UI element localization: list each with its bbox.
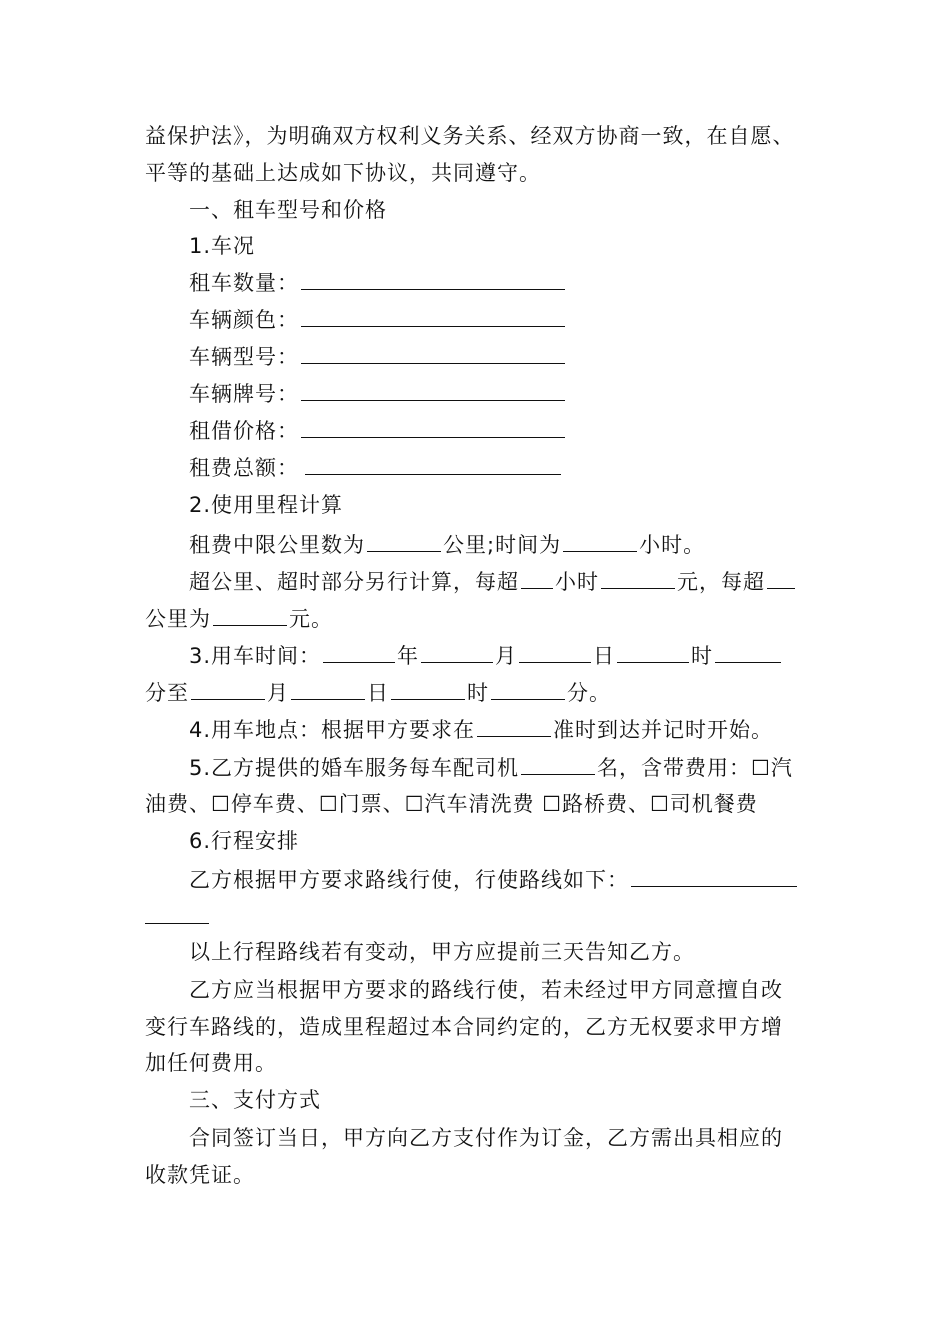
blank-line [301,304,565,327]
blank-line [305,452,561,475]
blank-line [563,529,637,552]
payment-line-1: 合同签订当日，甲方向乙方支付作为订金，乙方需出具相应的 [189,1126,783,1150]
blank-line [391,677,465,700]
mileage-line [189,529,705,559]
section-3-heading: 三、支付方式 [189,1088,321,1112]
blank-line [301,267,565,290]
field-rental-price [189,415,567,445]
usage-place-text-b: 准时到达并记时开始。 [553,718,774,742]
subsection-1-heading: 1.车况 [189,234,256,258]
duty-line-3: 加任何费用。 [145,1051,277,1075]
blank-line [421,640,493,663]
blank-line [213,603,287,626]
blank-line [601,566,675,589]
field-label: 车辆牌号： [189,382,299,406]
usage-time-label: 3.用车时间： [189,644,322,668]
overage-text-e: 元。 [289,607,333,631]
overage-text-d: 公里为 [145,607,211,631]
duty-line-1: 乙方应当根据甲方要求的路线行使，若未经过甲方同意擅自改 [189,978,783,1002]
blank-line [631,864,797,887]
route-continuation [145,901,209,931]
blank-line [477,714,551,737]
subsection-6-heading: 6.行程安排 [189,829,300,853]
blank-line [617,640,689,663]
usage-place-text-a: 4.用车地点：根据甲方要求在 [189,718,476,742]
field-plate-number [189,378,567,408]
intro-line-1: 益保护法》，为明确双方权利义务关系、经双方协商一致，在自愿、 [145,124,795,148]
hour-unit: 时 [467,681,489,705]
field-label: 车辆颜色： [189,308,299,332]
mileage-text-c: 小时。 [639,533,706,557]
field-vehicle-color [189,304,567,334]
blank-line [301,341,565,364]
driver-text-a: 5.乙方提供的婚车服务每车配司机 [189,756,520,780]
blank-line [715,640,781,663]
duty-line-2: 变行车路线的，造成里程超过本合同约定的，乙方无权要求甲方增 [145,1015,783,1039]
subsection-2-heading: 2.使用里程计算 [189,493,344,517]
field-label: 租车数量： [189,271,299,295]
blank-line [519,640,591,663]
month-unit: 月 [267,681,289,705]
section-1-heading: 一、租车型号和价格 [189,198,387,222]
minute-end-unit: 分。 [567,681,611,705]
field-vehicle-model [189,341,567,371]
year-unit: 年 [397,644,420,668]
driver-line-1 [189,752,793,782]
blank-line [521,752,595,775]
hour-unit: 时 [691,644,714,668]
blank-line [521,566,553,589]
blank-line [191,677,265,700]
blank-line [301,415,565,438]
field-label: 租费总额： [189,456,299,480]
blank-line [291,677,365,700]
blank-line [323,640,395,663]
field-label: 租借价格： [189,419,299,443]
mileage-text-b: 公里;时间为 [443,533,562,557]
usage-place-line [189,714,773,744]
day-unit: 日 [367,681,389,705]
route-change-line: 以上行程路线若有变动，甲方应提前三天告知乙方。 [189,940,695,964]
blank-line [491,677,565,700]
blank-line [301,378,565,401]
blank-line [367,529,441,552]
overage-line-1 [189,566,797,596]
field-rental-quantity [189,267,567,297]
usage-time-line-1 [189,640,783,670]
payment-line-2: 收款凭证。 [145,1163,255,1187]
overage-text-a: 超公里、超时部分另行计算，每超 [189,570,519,594]
field-total-fee [189,452,563,482]
minute-to-unit: 分至 [145,681,189,705]
driver-line-2: 油费、☐停车费、☐门票、☐汽车清洗费 ☐路桥费、☐司机餐费 [145,792,758,816]
overage-text-c: 元，每超 [677,570,765,594]
route-text: 乙方根据甲方要求路线行使，行使路线如下： [189,868,629,892]
mileage-text-a: 租费中限公里数为 [189,533,365,557]
blank-line [767,566,795,589]
field-label: 车辆型号： [189,345,299,369]
day-unit: 日 [593,644,616,668]
blank-line [145,901,209,924]
usage-time-line-2 [145,677,611,707]
overage-line-2 [145,603,333,633]
intro-line-2: 平等的基础上达成如下协议，共同遵守。 [145,161,541,185]
route-line [189,864,799,894]
month-unit: 月 [495,644,518,668]
overage-text-b: 小时 [555,570,599,594]
driver-text-b: 名，含带费用：☐汽 [597,756,793,780]
